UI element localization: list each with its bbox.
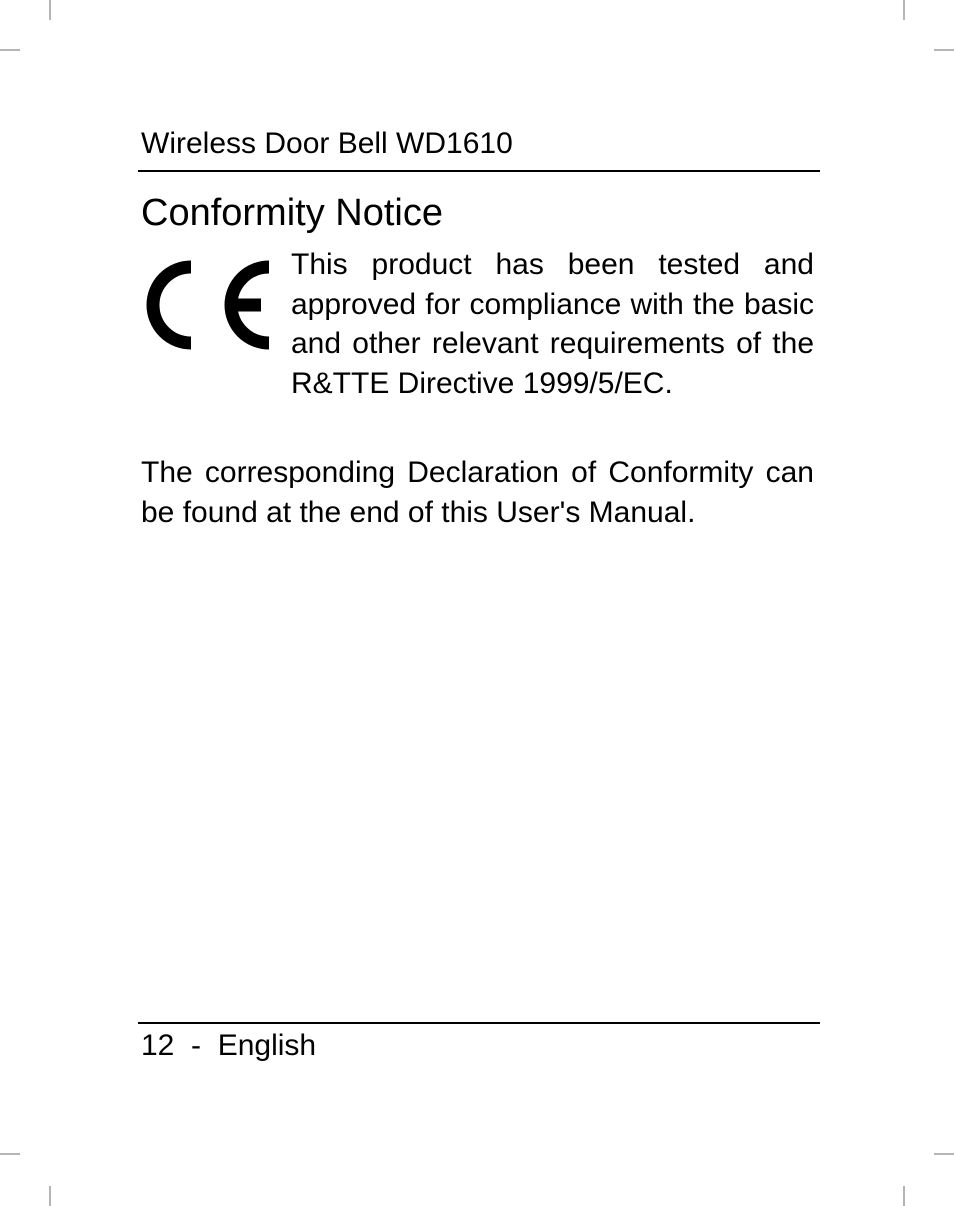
crop-mark-top-right [903,0,905,20]
crop-mark-bottom-right [903,1186,905,1206]
section-title: Conformity Notice [141,192,443,234]
compliance-statement: This product has been tested and approved for compliance with the basic and other relevant requirements of the R&TTE Directive 1999/5/EC. [291,248,814,400]
page-number: 12 [141,1029,175,1062]
page-footer [141,1028,316,1064]
declaration-reference: The corresponding Declaration of Conformity can be found at the end of this User's Manual. [141,456,814,529]
crop-mark-bottom-left [0,1153,20,1155]
crop-mark-top-right [934,49,954,51]
header-rule [138,170,820,172]
crop-mark-top-left [49,0,51,20]
footer-rule [138,1022,820,1024]
ce-mark-icon [146,258,272,352]
crop-mark-top-left [0,49,20,51]
crop-mark-bottom-right [934,1153,954,1155]
running-header: Wireless Door Bell WD1610 [141,127,513,160]
footer-separator: - [191,1029,202,1062]
crop-mark-bottom-left [49,1186,51,1206]
footer-language: English [217,1029,317,1062]
